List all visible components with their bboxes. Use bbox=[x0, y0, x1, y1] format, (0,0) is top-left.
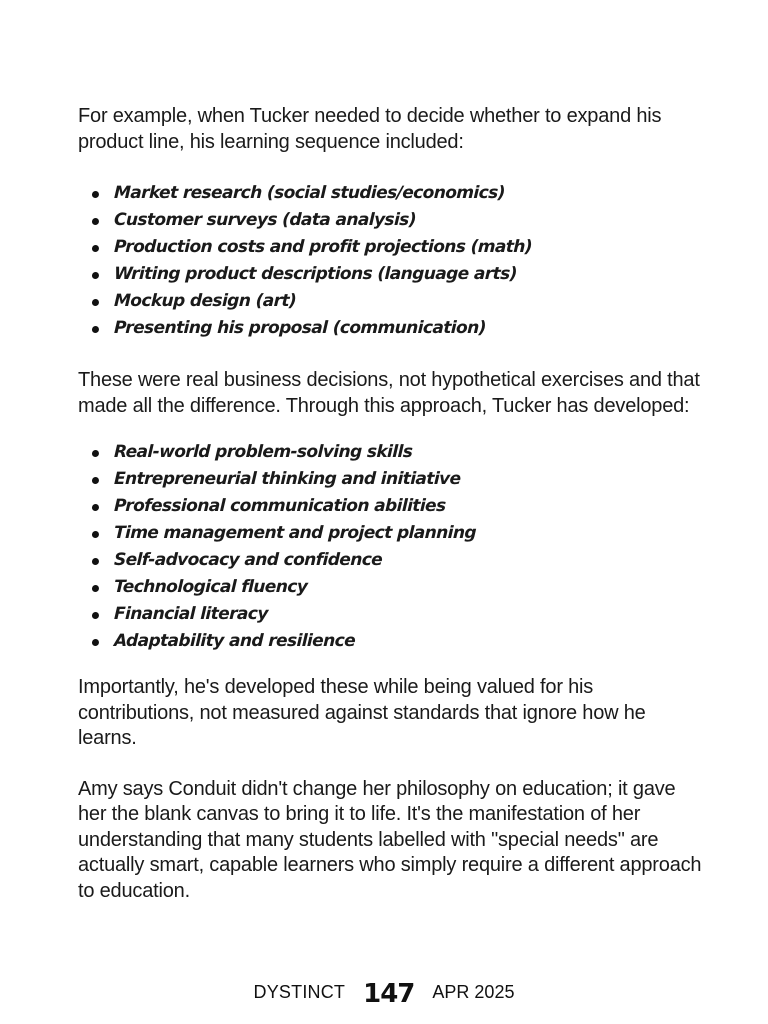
list-item-text: Entrepreneurial thinking and initiative bbox=[113, 469, 461, 489]
bullet-icon bbox=[92, 450, 99, 457]
bullet-icon bbox=[92, 477, 99, 484]
developed-paragraph: These were real business decisions, not hypothetical exercises and that made all the difference. Through this approach, Tucker has developed: bbox=[78, 369, 700, 417]
skills-list bbox=[78, 439, 708, 655]
list-item bbox=[78, 493, 709, 520]
importantly-paragraph: Importantly, he's developed these while being valued for his contributions, not measured against standards that ignore how he learns. bbox=[78, 676, 646, 749]
page-footer bbox=[0, 976, 768, 1008]
bullet-icon bbox=[92, 558, 99, 565]
list-item-text: Professional communication abilities bbox=[113, 496, 446, 516]
list-item bbox=[78, 628, 709, 655]
bullet-icon bbox=[92, 218, 99, 225]
list-item-text: Market research (social studies/economics) bbox=[113, 183, 506, 203]
bullet-icon bbox=[92, 531, 99, 538]
list-item bbox=[78, 288, 709, 315]
bullet-icon bbox=[92, 612, 99, 619]
bullet-icon bbox=[92, 639, 99, 646]
list-item-text: Writing product descriptions (language arts) bbox=[113, 264, 518, 284]
list-item bbox=[78, 180, 709, 207]
article-body bbox=[78, 104, 708, 904]
list-item-text: Presenting his proposal (communication) bbox=[113, 318, 487, 338]
bullet-icon bbox=[92, 299, 99, 306]
list-item bbox=[78, 207, 709, 234]
bullet-icon bbox=[92, 326, 99, 333]
list-item-text: Customer surveys (data analysis) bbox=[113, 210, 417, 230]
list-item bbox=[78, 439, 709, 466]
list-item bbox=[78, 547, 709, 574]
list-item bbox=[78, 234, 709, 261]
list-item bbox=[78, 315, 709, 342]
bullet-icon bbox=[92, 585, 99, 592]
list-item-text: Production costs and profit projections (math) bbox=[113, 237, 533, 257]
magazine-name: DYSTINCT bbox=[253, 981, 346, 1002]
list-item-text: Self-advocacy and confidence bbox=[113, 550, 383, 570]
issue-date: APR 2025 bbox=[432, 981, 515, 1002]
learning-sequence-list bbox=[78, 180, 708, 342]
bullet-icon bbox=[92, 504, 99, 511]
intro-paragraph: For example, when Tucker needed to decide whether to expand his product line, his learning sequence included: bbox=[78, 105, 662, 153]
list-item bbox=[78, 520, 709, 547]
list-item bbox=[78, 574, 709, 601]
list-item bbox=[78, 601, 709, 628]
list-item-text: Financial literacy bbox=[113, 604, 269, 624]
page-number: 147 bbox=[363, 979, 415, 1009]
list-item-text: Real-world problem-solving skills bbox=[113, 442, 413, 462]
list-item-text: Adaptability and resilience bbox=[113, 631, 356, 651]
list-item-text: Technological fluency bbox=[113, 577, 308, 597]
bullet-icon bbox=[92, 272, 99, 279]
list-item bbox=[78, 261, 709, 288]
list-item-text: Time management and project planning bbox=[113, 523, 477, 543]
conduit-paragraph: Amy says Conduit didn't change her philosophy on education; it gave her the blank canvas to bring it to life. It's the manifestation of her understanding that many students labelled with "special needs" are actually smart, capable learners who simply require a different approach to education. bbox=[78, 777, 702, 902]
bullet-icon bbox=[92, 191, 99, 198]
list-item bbox=[78, 466, 709, 493]
list-item-text: Mockup design (art) bbox=[113, 291, 297, 311]
bullet-icon bbox=[92, 245, 99, 252]
